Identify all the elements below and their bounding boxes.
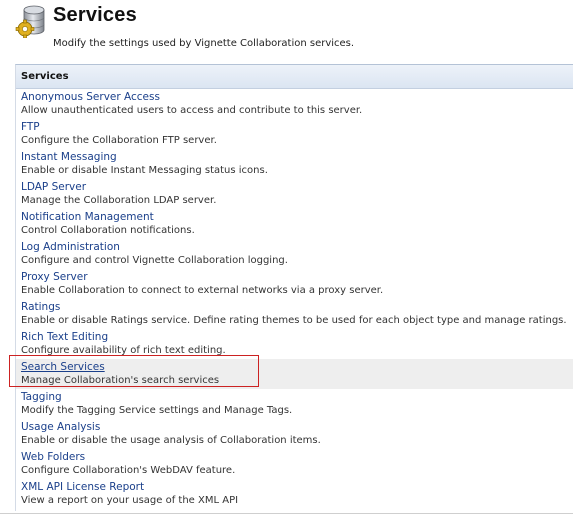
service-item-search-services [16,359,573,389]
service-link[interactable]: FTP [21,121,40,133]
divider [0,513,573,514]
service-link[interactable]: Log Administration [21,241,120,253]
service-item-anonymous-server-access [16,89,573,119]
service-description: Manage the Collaboration LDAP server. [21,195,217,206]
service-description: Control Collaboration notifications. [21,225,195,236]
service-description: Enable or disable Ratings service. Define rating themes to be used for each object type and manage ratings. [21,315,567,326]
service-description: Configure and control Vignette Collaboration logging. [21,255,288,266]
database-gear-icon [15,4,49,38]
service-description: Configure Collaboration's WebDAV feature. [21,465,236,476]
service-item-proxy-server [16,269,573,299]
service-item-web-folders [16,449,573,479]
service-description: Modify the Tagging Service settings and Manage Tags. [21,405,293,416]
service-description: Allow unauthenticated users to access and contribute to this server. [21,105,363,116]
service-link[interactable]: Rich Text Editing [21,331,109,343]
service-link[interactable]: Instant Messaging [21,151,117,163]
service-description: Configure availability of rich text editing. [21,345,226,356]
service-link[interactable]: Usage Analysis [21,421,101,433]
service-link[interactable]: Proxy Server [21,271,88,283]
service-description: View a report on your usage of the XML API [21,495,239,506]
service-description: Enable or disable Instant Messaging status icons. [21,165,268,176]
service-description: Configure the Collaboration FTP server. [21,135,217,146]
services-panel-heading: Services [16,65,573,89]
service-link[interactable]: XML API License Report [21,481,145,493]
services-panel [15,64,573,511]
service-item-instant-messaging [16,149,573,179]
service-item-ratings [16,299,573,329]
service-item-ldap-server [16,179,573,209]
service-link[interactable]: Search Services [21,361,105,373]
service-link[interactable]: Ratings [21,301,61,313]
service-item-usage-analysis [16,419,573,449]
service-item-rich-text-editing [16,329,573,359]
service-description: Enable Collaboration to connect to external networks via a proxy server. [21,285,384,296]
service-link[interactable]: Notification Management [21,211,154,223]
service-link[interactable]: Web Folders [21,451,86,463]
service-item-xml-api-license-report [16,479,573,509]
service-description: Enable or disable the usage analysis of Collaboration items. [21,435,321,446]
service-item-notification-management [16,209,573,239]
service-item-ftp [16,119,573,149]
service-description: Manage Collaboration's search services [21,375,220,386]
page-subtitle: Modify the settings used by Vignette Collaboration services. [53,38,355,49]
service-link[interactable]: LDAP Server [21,181,87,193]
service-link[interactable]: Anonymous Server Access [21,91,160,103]
page-title: Services [53,4,137,26]
service-link[interactable]: Tagging [21,391,62,403]
service-item-log-administration [16,239,573,269]
service-item-tagging [16,389,573,419]
